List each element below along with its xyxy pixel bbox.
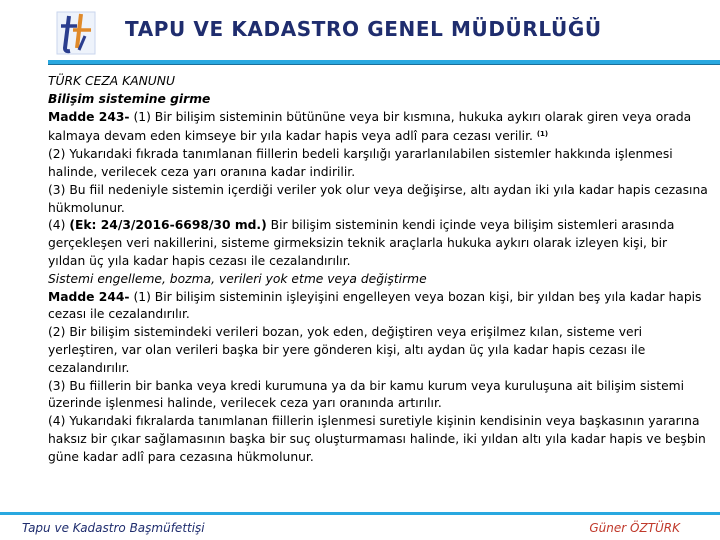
article-text-243-1: (1) Bir bilişim sisteminin bütününe veya bir kısmına, hukuka aykırı olarak giren veya orada kalmaya devam eden kimseye bir yıla kadar hapis veya adlî para cezası verilir. [48, 109, 692, 144]
footer-left-text: Tapu ve Kadastro Başmüfettişi [22, 521, 205, 535]
tkgm-logo-icon [55, 10, 97, 56]
article-text-244-1: (1) Bir bilişim sisteminin işleyişini engelleyen veya bozan kişi, bir yıldan beş yıla kadar hapis cezası ile cezalandırılır. [48, 289, 702, 322]
paragraph-number: (4) [48, 218, 70, 233]
page-title: TAPU VE KADASTRO GENEL MÜDÜRLÜĞÜ [125, 17, 602, 41]
paragraph-m244-1 [48, 289, 708, 325]
footer-right-text: Güner ÖZTÜRK [589, 521, 680, 535]
header-divider-shadow [48, 64, 720, 65]
article-text-243-4: Bir bilişim sisteminin kendi içinde veya bilişim sistemleri arasında gerçekleşen veri nakillerini, sisteme girmeksizin teknik araçlarla hukuka aykırı olarak izleyen kişi, bir yıldan üç yıla kadar hapis cezası ile cezalandırılır. [48, 218, 675, 268]
amendment-reference: (Ek: 24/3/2016-6698/30 md.) [69, 218, 267, 233]
law-title: TÜRK CEZA KANUNU [48, 74, 176, 88]
section-title-bilisim-girme: Bilişim sistemine girme [48, 91, 211, 106]
document-body [48, 73, 708, 467]
paragraph-m244-2: (2) Bir bilişim sistemindeki verileri bozan, yok eden, değiştiren veya erişilmez kılan, sisteme veri yerleştiren, var olan verileri başka bir yere gönderen kişi, altı aydan üç yıla kadar hapis cezası ile cezalandırılır. [48, 325, 646, 375]
article-label-243: Madde 243- [48, 109, 130, 124]
paragraph-m243-4 [48, 217, 708, 270]
paragraph-m244-4: (4) Yukarıdaki fıkralarda tanımlanan fiillerin işlenmesi suretiyle kişinin kendisinin veya başkasının yararına haksız bir çıkar sağlamasının başka bir suç oluşturmaması halinde, iki yıldan altı yıla kadar hapis ve beşbin güne kadar adlî para cezasına hükmolunur. [48, 414, 706, 464]
footnote-marker: (1) [536, 130, 549, 139]
paragraph-m244-3: (3) Bu fiillerin bir banka veya kredi kurumuna ya da bir kamu kurum veya kuruluşuna ait bilişim sistemi üzerinde işlenmesi halinde, verilecek ceza yarı oranında artırılır. [48, 378, 685, 411]
paragraph-m243-3: (3) Bu fiil nedeniyle sistemin içerdiği veriler yok olur veya değişirse, altı aydan iki yıla kadar hapis cezasına hükmolunur. [48, 182, 708, 215]
footer-divider [0, 512, 720, 515]
article-label-244: Madde 244- [48, 289, 130, 304]
paragraph-m243-2: (2) Yukarıdaki fıkrada tanımlanan fiillerin bedeli karşılığı yararlanılabilen sistemler hakkında işlenmesi halinde, verilecek ceza yarı oranına kadar indirilir. [48, 147, 673, 179]
section-title-sistemi-engelleme: Sistemi engelleme, bozma, verileri yok etme veya değiştirme [48, 271, 427, 286]
paragraph-m243-1 [48, 109, 708, 147]
